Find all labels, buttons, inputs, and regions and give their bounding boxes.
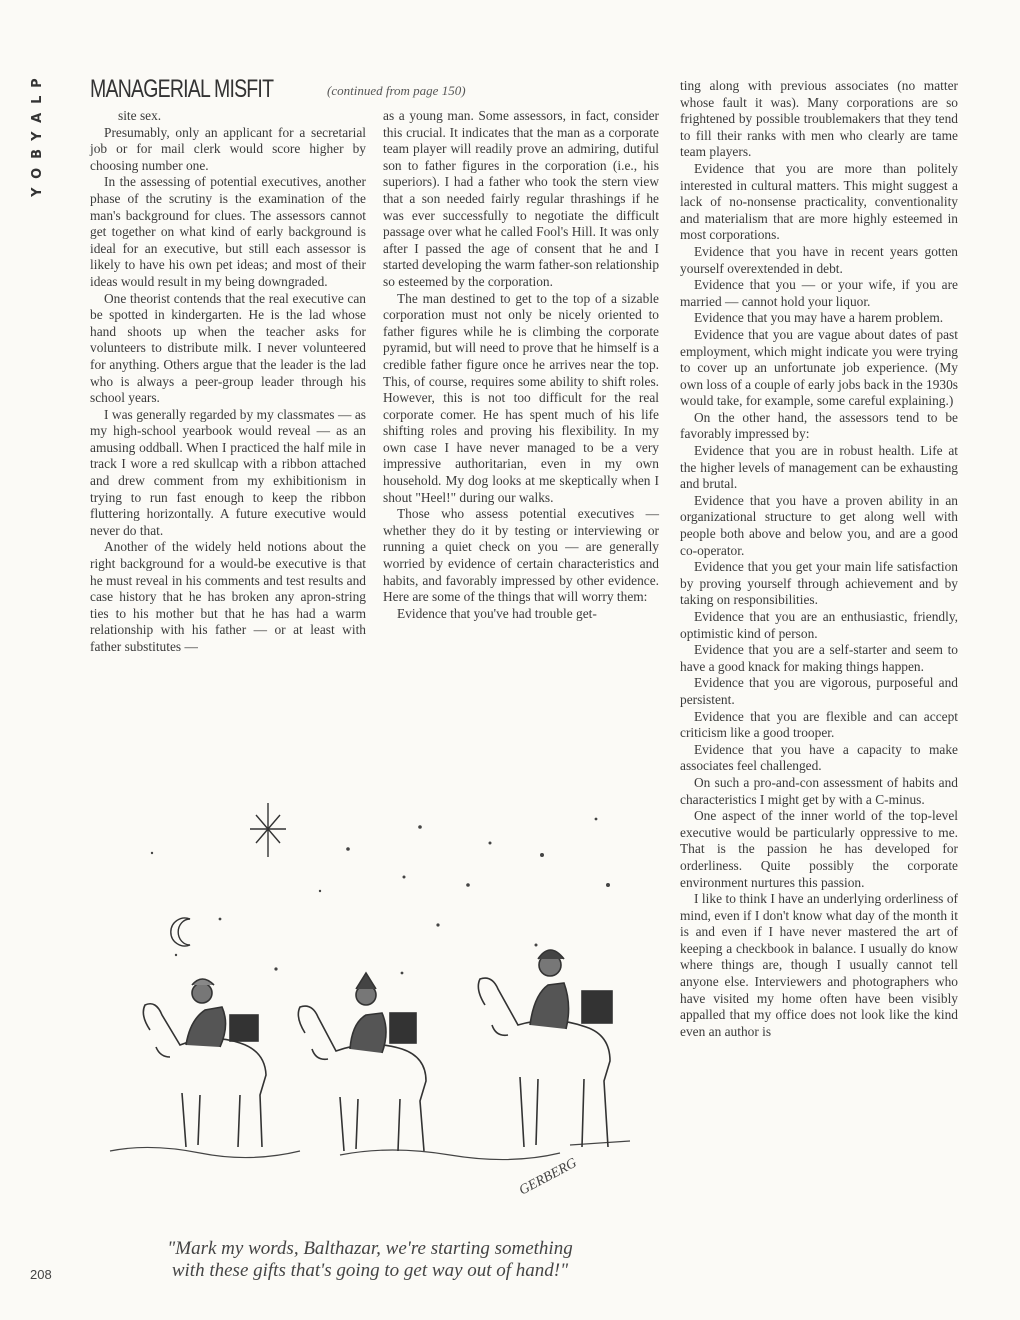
paragraph: Evidence that you get your main life satisfaction by proving yourself through achievement and by taking on responsibilities. — [680, 559, 958, 608]
paragraph: as a young man. Some assessors, in fact, consider this crucial. It indicates that the man as a corporate team player will readily prove an admiring, dutiful son to father figures in the corporation (i.e., his superiors). I had a father who took the stern view that a son needed fairly regular thrashings if he was ever successfully to negotiate the difficult passage over what he called Fool's Hill. It was only after I passed the age of consent that he and I started developing the warm father-son relationship so esteemed by the corporation. — [383, 108, 660, 289]
ground — [110, 1141, 630, 1160]
page-number: 208 — [30, 1267, 52, 1282]
small-stars — [151, 818, 610, 975]
moon-icon — [171, 918, 190, 946]
paragraph: One theorist contends that the real executive can be spotted in kindergarten. He is the lad whose hand shoots up when the teacher asks for volunteers to distribute milk. I never volunteered for anything. Others argue that the leader is the lad who is always a peer-group leader through his school years. — [90, 290, 366, 406]
article-title: MANAGERIAL MISFIT — [90, 75, 274, 103]
paragraph: One aspect of the inner world of the top-level executive would be particularly oppressive to me. That is the passion he has developed for orderliness. Quite possibly the corporate environment nurtures this passion. — [680, 808, 958, 890]
paragraph: Evidence that you are a self-starter and seem to have a good knack for making things happen. — [680, 642, 958, 674]
paragraph: On the other hand, the assessors tend to be favorably impressed by: — [680, 409, 958, 442]
column-3 — [680, 78, 958, 1040]
article-header — [90, 75, 466, 104]
masthead-letter: Y — [30, 129, 45, 141]
masthead-letter: B — [30, 147, 45, 160]
cartoon-illustration — [90, 795, 650, 1225]
paragraph: ting along with previous associates (no matter whose fault it was). Many corporations are so frightened by possible troublemakers that they tend to fill their ranks with men who clearly are tame team players. — [680, 78, 958, 160]
cartoon-caption — [90, 1238, 650, 1282]
paragraph: Presumably, only an applicant for a secretarial job or for mail clerk would score higher by choosing number one. — [90, 124, 366, 173]
paragraph: Evidence that you are more than politely interested in cultural matters. This might suggest a lack of no-nonsense practicality, conventionality and materialism that are more highly esteemed in most corporations. — [680, 160, 958, 243]
column-2 — [383, 108, 659, 622]
paragraph: I like to think I have an underlying orderliness of mind, even if I don't know what day of the month it is and even if I have never mastered the art of keeping a checkbook in balance. I usually do know where things are, though I usually cannot tell anyone else. Interviewers and photographers who have visited my home often have been visibly appalled that my office does not look like the kind even an author is — [680, 891, 958, 1039]
paragraph: Another of the widely held notions about the right background for a would-be executive is that he must reveal in his comments and test results and case history that he has broken any apron-string ties to his mother but that he has had a warm relationship with his father — or at least with father substitutes — — [90, 539, 366, 654]
paragraph: Evidence that you have a proven ability in an organizational structure to get along well with people both above and below you, and are a good co-operator. — [680, 492, 958, 558]
paragraph: In the assessing of potential executives, another phase of the scrutiny is the examination of the man's background for clues. The assessors cannot get together on what kind of early background is ideal for an executive, but still each assessor is likely to have his own pet ideas; and most of their ideas would result in my being downgraded. — [90, 174, 366, 289]
caption-line: "Mark my words, Balthazar, we're starting something — [167, 1238, 573, 1259]
paragraph: Evidence that you are flexible and can accept criticism like a good trooper. — [680, 708, 958, 741]
paragraph: site sex. — [118, 108, 162, 123]
paragraph: Evidence that you may have a harem problem. — [694, 310, 944, 326]
masthead-letter: O — [30, 165, 45, 179]
star-icon — [250, 803, 286, 857]
masthead-letter: Y — [30, 185, 45, 197]
paragraph: Evidence that you are an enthusiastic, friendly, optimistic kind of person. — [680, 609, 958, 641]
caption-line: with these gifts that's going to get way out of hand!" — [171, 1260, 569, 1281]
camel-rider-left — [143, 979, 266, 1147]
paragraph: Evidence that you are in robust health. Life at the higher levels of management can be exhausting and brutal. — [680, 443, 958, 492]
masthead-vertical — [30, 76, 50, 197]
column-1 — [90, 108, 366, 656]
masthead-letter: P — [30, 76, 45, 88]
paragraph: On such a pro-and-con assessment of habits and characteristics I might get by with a C-minus. — [680, 774, 958, 807]
continued-note: (continued from page 150) — [327, 83, 466, 98]
paragraph: Evidence that you are vague about dates of past employment, which might indicate you were trying to cover up an unfortunate job experience. (My own loss of a couple of early jobs back in the 1930s would take, for example, some careful explaining.) — [680, 326, 958, 409]
paragraph: Evidence that you've had trouble get- — [397, 605, 597, 621]
paragraph: The man destined to get to the top of a sizable corporation must not only be nicely oriented to father figures while he is climbing the corporate pyramid, but will need to prove that he himself is a credible father figure once he arrives near the top. This, of course, requires some ability to shift roles. However, this is not too difficult for the real corporate comer. He has spent much of his life shifting roles and proving his flexibility. In my own case I have never managed to be a very impressive authoritarian, even in my own household. My dog looks at me skeptically when I shout "Heel!" during our walks. — [383, 290, 659, 505]
paragraph: Evidence that you are vigorous, purposeful and persistent. — [680, 675, 958, 707]
cartoonist-signature: GERBERG — [516, 1155, 580, 1199]
paragraph: Evidence that you have in recent years gotten yourself overextended in debt. — [680, 243, 958, 276]
camel-rider-right — [478, 950, 612, 1147]
paragraph: Those who assess potential executives — whether they do it by testing or interviewing or running a quiet check on you — are generally worried by evidence of certain characteristics and habits, and favorably impressed by other evidence. Here are some of the things that will worry them: — [383, 506, 659, 605]
masthead-letter: L — [30, 94, 45, 105]
paragraph: Evidence that you — or your wife, if you are married — cannot hold your liquor. — [680, 277, 958, 309]
paragraph: Evidence that you have a capacity to make associates feel challenged. — [680, 741, 958, 774]
paragraph: I was generally regarded by my classmates — as my high-school yearbook would reveal — as an amusing oddball. When I practiced the half mile in track I wore a red skullcap with a ribbon attached and drew comment from my exhibitionism in trying to run fast enough to keep the ribbon fluttering horizontally. A future executive would never do that. — [90, 406, 366, 538]
camel-rider-middle — [298, 973, 426, 1151]
masthead-letter: A — [30, 110, 45, 123]
